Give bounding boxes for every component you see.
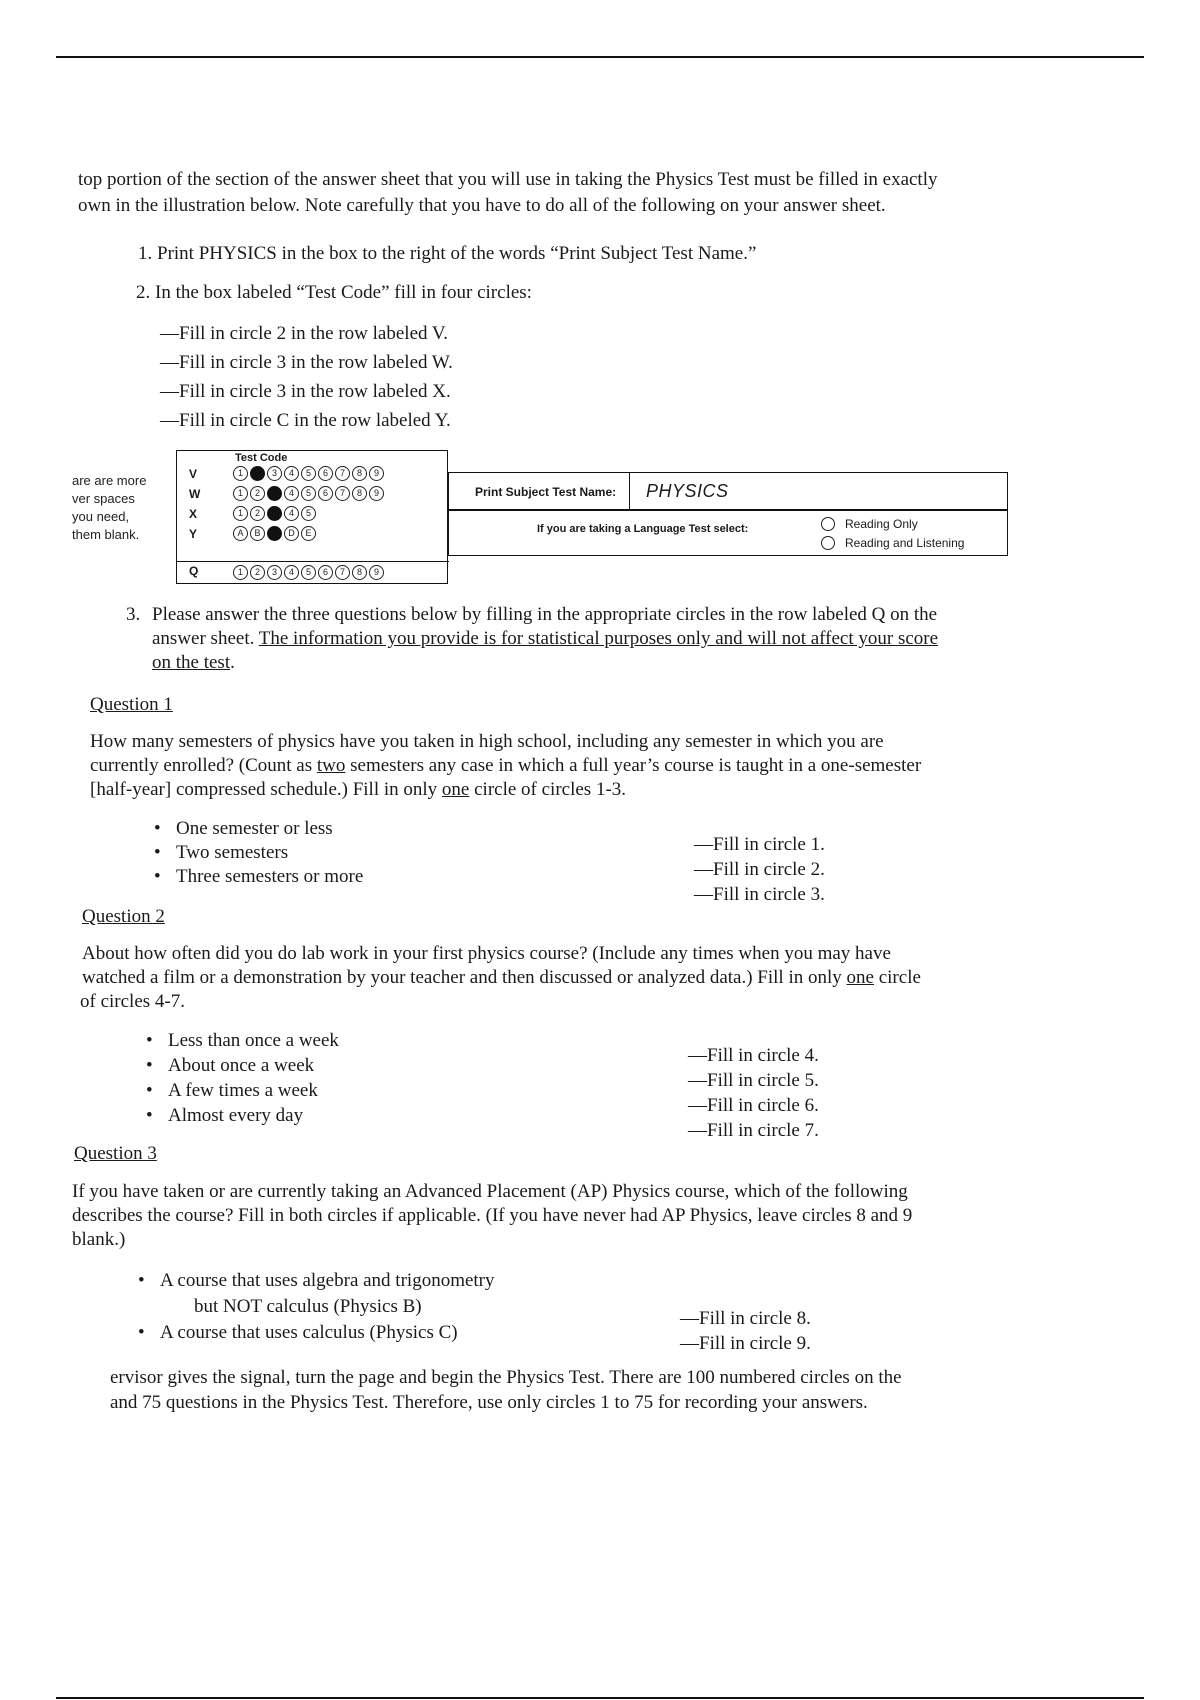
answer-sheet-illustration [72, 450, 1012, 590]
step-3-line-3: on the test. [152, 652, 235, 673]
print-subject-label: Print Subject Test Name: [475, 485, 617, 499]
question-2-option-2: • About once a week [168, 1055, 314, 1077]
bubble-1: 1 [233, 486, 248, 501]
question-2-line-3: of circles 4-7. [80, 991, 185, 1012]
filled-bubble-icon [267, 526, 282, 541]
step-3-line-1: Please answer the three questions below by filling in the appropriate circles in the row labeled Q on the [152, 604, 938, 625]
code-row-y: Y A B D E [177, 525, 449, 545]
question-2-fill-4: —Fill in circle 7. [688, 1120, 819, 1141]
option-reading-only: Reading Only [821, 517, 918, 531]
bubble-9: 9 [369, 565, 384, 580]
question-2-option-3: • A few times a week [168, 1080, 318, 1102]
bubble-9: 9 [369, 486, 384, 501]
bubble-1: 1 [233, 466, 248, 481]
bubble-7: 7 [335, 466, 350, 481]
bubble-5: 5 [301, 486, 316, 501]
bubble-1: 1 [233, 565, 248, 580]
bubble-6: 6 [318, 565, 333, 580]
question-1-fill-3: —Fill in circle 3. [694, 884, 825, 905]
step-2: 2. In the box labeled “Test Code” fill in four circles: [136, 282, 532, 303]
filled-bubble-icon [250, 466, 265, 481]
bubble-9: 9 [369, 466, 384, 481]
subject-name-box [448, 472, 1008, 556]
bubble-2: 2 [250, 565, 265, 580]
bubble-6: 6 [318, 466, 333, 481]
intro-line-1: top portion of the section of the answer sheet that you will use in taking the Physics Test must be filled in exactly [78, 169, 938, 190]
code-row-v: V 1 3 4 5 6 7 8 9 [177, 465, 449, 485]
question-2-fill-1: —Fill in circle 4. [688, 1045, 819, 1066]
bubble-5: 5 [301, 506, 316, 521]
bubble-7: 7 [335, 565, 350, 580]
step-2-fill-2: —Fill in circle 3 in the row labeled W. [160, 352, 453, 373]
top-rule [56, 56, 1144, 58]
question-3-fill-2: —Fill in circle 9. [680, 1333, 811, 1354]
bubble-2: 2 [250, 486, 265, 501]
question-2-option-1: • Less than once a week [168, 1030, 339, 1052]
question-2-fill-3: —Fill in circle 6. [688, 1095, 819, 1116]
question-1-option-2: • Two semesters [176, 842, 288, 864]
question-3-option-1-cont: but NOT calculus (Physics B) [194, 1296, 422, 1317]
step-2-fill-1: —Fill in circle 2 in the row labeled V. [160, 323, 448, 344]
step-1: 1. Print PHYSICS in the box to the right of the words “Print Subject Test Name.” [138, 243, 757, 264]
bubble-8: 8 [352, 486, 367, 501]
bubble-6: 6 [318, 486, 333, 501]
print-subject-value: PHYSICS [646, 481, 729, 501]
question-1-fill-1: —Fill in circle 1. [694, 834, 825, 855]
closing-line-2: and 75 questions in the Physics Test. Therefore, use only circles 1 to 75 for recording your answers. [110, 1392, 868, 1413]
bubble-5: 5 [301, 466, 316, 481]
bubble-8: 8 [352, 466, 367, 481]
question-3-option-2: • A course that uses calculus (Physics C) [160, 1322, 458, 1344]
bubble-B: B [250, 526, 265, 541]
bubble-5: 5 [301, 565, 316, 580]
intro-line-2: own in the illustration below. Note carefully that you have to do all of the following on your answer sheet. [78, 195, 886, 216]
test-code-box [176, 450, 448, 584]
filled-bubble-icon [267, 506, 282, 521]
question-1-option-3: • Three semesters or more [176, 866, 363, 888]
question-2-line-1: About how often did you do lab work in your first physics course? (Include any times when you may have [82, 943, 891, 964]
question-2-option-4: • Almost every day [168, 1105, 303, 1127]
bubble-4: 4 [284, 486, 299, 501]
language-test-label: If you are taking a Language Test select: [537, 523, 749, 535]
bubble-7: 7 [335, 486, 350, 501]
question-1-line-1: How many semesters of physics have you taken in high school, including any semester in which you are [90, 731, 884, 752]
bubble-4: 4 [284, 506, 299, 521]
bottom-rule [56, 1697, 1144, 1699]
question-3-line-1: If you have taken or are currently taking an Advanced Placement (AP) Physics course, which of the following [72, 1181, 908, 1202]
question-3-line-3: blank.) [72, 1229, 126, 1250]
step-3-number: 3. [126, 604, 141, 625]
filled-bubble-icon [267, 486, 282, 501]
closing-line-1: ervisor gives the signal, turn the page and begin the Physics Test. There are 100 numbered circles on the [110, 1367, 902, 1388]
question-1-option-1: • One semester or less [176, 818, 333, 840]
step-2-fill-3: —Fill in circle 3 in the row labeled X. [160, 381, 451, 402]
bubble-E: E [301, 526, 316, 541]
question-2-heading: Question 2 [82, 906, 165, 927]
print-subject-value-box [629, 473, 1007, 509]
step-2-fill-4: —Fill in circle C in the row labeled Y. [160, 410, 451, 431]
radio-circle-icon [821, 536, 835, 550]
bubble-3: 3 [267, 466, 282, 481]
question-1-line-2: currently enrolled? (Count as two semesters any case in which a full year’s course is taught in a one-semester [90, 755, 922, 776]
bubble-A: A [233, 526, 248, 541]
step-3-line-2: answer sheet. The information you provide is for statistical purposes only and will not affect your score [152, 628, 939, 649]
question-2-fill-2: —Fill in circle 5. [688, 1070, 819, 1091]
question-3-heading: Question 3 [74, 1143, 157, 1164]
question-2-line-2: watched a film or a demonstration by your teacher and then discussed or analyzed data.) Fill in only one circle [82, 967, 921, 988]
bubble-4: 4 [284, 466, 299, 481]
question-1-heading: Question 1 [90, 694, 173, 715]
bubble-D: D [284, 526, 299, 541]
code-row-w: W 1 2 4 5 6 7 8 9 [177, 485, 449, 505]
bubble-8: 8 [352, 565, 367, 580]
option-reading-listening: Reading and Listening [821, 536, 964, 550]
bubble-4: 4 [284, 565, 299, 580]
side-note: are are more ver spaces you need, them blank. [72, 473, 147, 542]
test-code-title: Test Code [235, 452, 288, 464]
radio-circle-icon [821, 517, 835, 531]
namebox-divider [449, 509, 1007, 511]
code-row-x: X 1 2 4 5 [177, 505, 449, 525]
bubble-2: 2 [250, 506, 265, 521]
question-3-option-1: • A course that uses algebra and trigonometry [160, 1270, 495, 1292]
question-3-line-2: describes the course? Fill in both circles if applicable. (If you have never had AP Physics, leave circles 8 and 9 [72, 1205, 913, 1226]
question-1-fill-2: —Fill in circle 2. [694, 859, 825, 880]
code-row-q: Q 1 2 3 4 5 6 7 8 9 [177, 561, 449, 583]
bubble-1: 1 [233, 506, 248, 521]
question-3-fill-1: —Fill in circle 8. [680, 1308, 811, 1329]
question-1-line-3: [half-year] compressed schedule.) Fill in only one circle of circles 1-3. [90, 779, 627, 800]
bubble-3: 3 [267, 565, 282, 580]
